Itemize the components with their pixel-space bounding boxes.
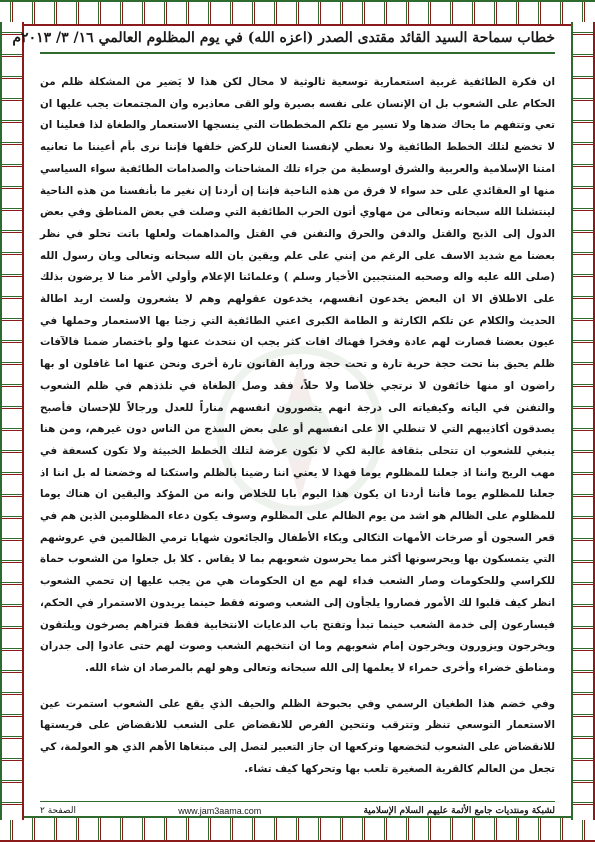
document-body <box>40 72 555 782</box>
decorative-border-left <box>0 22 24 820</box>
paragraph: ان فكرة الطائفية غربية استعمارية توسعية ثالوثية لا محال لكن هذا لا يَضير من المشكلة ظلم من الحكام على الشعوب بل ان الإنسان على نفسه بصيرة ولو القى معاذيره وان المجتمعات يجب عليها ان تعي وتتفهم ما يحاك ضدها ولا تسير مع تلكم المخططات التي ينسجها الاستعمار والطغاة لذا فعلينا ان لا تخضع لتلك الخطط الطائفية ولا نعطي لإنفسنا العنان للركض خلفها فإننا نرى بأم أعيننا ما تعانيه امتنا الإسلامية والعربية والشرق اوسطية من جراء تلك المشاحنات والصدامات الطائفية سواء السياسي منها او العقائدي على حد سواء لا فرق من هذه الناحية فإننا إن أردنا إن نغير ما بأنفسنا من هذه الناحية لينتشلنا الله سبحانه وتعالى من مهاوي أتون الحرب الطائفية التي وصلت في بعض المناطق وفي بعض الدول إلى الذبح والقتل والدفن والحرق والتفنن في القتل والمداهمات ولعلها باتت تحلو في نظر بعضنا مع شديد الاسف على الرغم من إنني على علم ويقين بان الله سبحانه وتعالى وبان رسول الله (صلى الله عليه واله وصحبه المنتجبين الأخيار وسلم ) وعلمائنا الإعلام وأولي الأمر منا لا يرضون بذلك على الاطلاق الا ان البعض يخدعون انفسهم، يخدعون عقولهم وهم لا يشعرون ولست اريد اطالة الحديث والكلام عن تلكم الكارثة و الطامة الكبرى اعني الطائفية التي زجنا بها الاستعمار وحملها في عيون بعضنا فصارت لهم عادة وفخرا فهناك افات كثر يجب ان نتحدث عنها ولو باختصار ضمنا فالآفات ظلم يحيق بنا تحت حجة حرية تارة و تحت حجة وراية القانون تارة أخرى ونحن عنها اما غافلون او بها راضون او منها خائفون لا نرتجي خلاصا ولا حلاً، فقد وصل الطغاة في تلذذهم في ظلم الشعوب والتفنن في الياته وكيفياته الى درجة انهم يتصورون انفسهم مناراً للعدل ورجالاً للإحسان فأصبح يصدقون أكاذيبهم التي لا تنطلي الا على انفسهم أو على بعض السذج من الناس دون غيرهم، ومن هنا ينبغي للشعوب ان تتحلى بثقافة عالية لكي لا تكون عرضة لتلك الخطط الخبيثة ولا تكون كسعفة في مهب الريح واننا اذ جعلنا للمظلوم يوما فهذا لا يعني اننا رضينا بالظلم واستكنا له وخضعنا له بل اننا اذ جعلنا للمظلوم يوما فأننا أردنا ان يكون هذا اليوم بابا للخلاص وانه من المؤكد واليقين ان هناك يوما للمظلوم على الظالم هو اشد من يوم الظالم على المظلوم وسوف يكون دعاء المظلومين الذين هم في قعر السجون أو صرخات الأمهات الثكالى وبكاء الأطفال والجائعون شهابا ترمي الظالمين في عروشهم التي يتمسكون بها ويحرسونها أكثر مما يحرسون شعوبهم بما لا يقاس . كلا بل جعلوا من الشعوب حماة للكراسي وللحكومات وصار الشعب فداء لهم مع ان الحكومات هي من يجب عليها إن تحمي الشعوب انظر كيف قلبوا لك الأمور فصاروا يلجأون إلى الشعب وصوته فقط حينما يريدون الاستمرار في الحكم، فيسارعون إلى خدمة الشعب حينما تبدأ وتفتح باب الدعايات الانتخابية فقط فتراهم يصرخون ويلتقون ويخرجون ويزورون ويخرجون إمام شعوبهم وما ان انتخبهم الشعب وصوت لهم حتى عادوا إلى جدران ومناطق خضراء وأخرى حمراء لا يعلمها إلى الله سبحانه وتعالى وهو لهم بالمرصاد ان شاء الله. <box>40 76 555 674</box>
decorative-border-top <box>0 0 595 26</box>
network-name: لشبكة ومنتديات جامع الأئمة عليهم السلام الإسلامية <box>363 806 555 816</box>
decorative-border-right <box>571 22 595 820</box>
page-number: الصفحة ٢ <box>40 806 76 816</box>
page-footer <box>40 801 555 816</box>
website-link[interactable]: www.jam3aama.com <box>178 806 262 816</box>
page-title: خطاب سماحة السيد القائد مقتدى الصدر (اعزه الله) في يوم المظلوم العالمي ١٦/ ٣/ ٢٠١٣م <box>40 30 555 54</box>
decorative-border-bottom <box>0 816 595 842</box>
paragraph: وفي خضم هذا الطغيان الرسمي وفي بحبوحة الظلم والحيف الذي يقع على الشعوب استمرت عين الاستعمار التوسعي تنظر وتترقب وتتحين الفرص للانقضاض على الشعب للانقضاض على فريستها للانقضاض على الشعوب لتخضعها وتركعها ان جاز التعبير لتصل إلى مبتغاها الأهم الذي هو العولمة، كي تجعل من العالم كالقرية الصغيرة تلعب بها وتحركها كيف تشاء. <box>40 697 555 775</box>
